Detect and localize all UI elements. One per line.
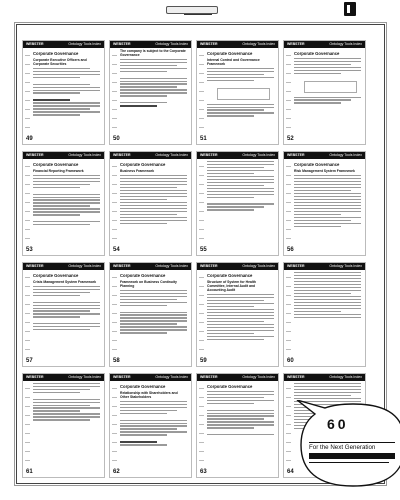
page-title: Corporate Governance: [120, 162, 166, 167]
page-section-heading: Relationship with Shareholders and Other Stakeholders: [120, 391, 178, 399]
margin-ticks: [199, 388, 205, 469]
margin-ticks: [199, 166, 205, 247]
page-number: 55: [200, 247, 207, 253]
page-header-bar: [23, 374, 104, 381]
page-title: Corporate Governance: [33, 162, 79, 167]
page-header-brand: WEBSTER: [200, 153, 218, 157]
page-header-right: Ontology Tools Index: [68, 153, 101, 157]
page-number: 59: [200, 358, 207, 364]
page-title: Corporate Governance: [207, 51, 253, 56]
page-section-heading: Financial Reporting Framework: [33, 169, 84, 173]
page-header-right: Ontology Tools Index: [242, 375, 275, 379]
body-text-lines: [33, 68, 100, 116]
page-header-bar: [110, 263, 191, 270]
margin-ticks: [199, 55, 205, 136]
body-text-lines: [294, 58, 361, 104]
page-header-brand: WEBSTER: [287, 375, 305, 379]
page-header-bar: [197, 152, 278, 159]
page-header-bar: [284, 152, 365, 159]
page-thumbnail[interactable]: [22, 262, 105, 367]
body-text-lines: [294, 175, 361, 227]
margin-ticks: [112, 388, 118, 469]
page-number: 61: [26, 469, 33, 475]
page-section-heading: Crisis Management System Framework: [33, 280, 97, 284]
page-thumbnail[interactable]: [109, 151, 192, 256]
body-text-lines: [207, 294, 274, 340]
page-header-brand: WEBSTER: [200, 42, 218, 46]
margin-ticks: [112, 55, 118, 136]
page-header-bar: [284, 374, 365, 381]
page-thumbnail[interactable]: [196, 151, 279, 256]
page-title: Corporate Governance: [33, 51, 79, 56]
callout-page-number: 60: [327, 416, 349, 432]
page-header-bar: [284, 41, 365, 48]
page-number: 58: [113, 358, 120, 364]
page-section-heading: Framework on Business Continuity Planning: [120, 280, 177, 288]
body-text-lines: [207, 391, 274, 435]
margin-ticks: [286, 277, 292, 358]
page-header-bar: [197, 41, 278, 48]
page-header-right: Ontology Tools Index: [155, 375, 188, 379]
margin-ticks: [25, 277, 31, 358]
page-header-brand: WEBSTER: [26, 264, 44, 268]
page-header-bar: [110, 374, 191, 381]
page-header-right: Ontology Tools Index: [329, 375, 362, 379]
page-thumbnail[interactable]: [196, 40, 279, 145]
page-header-brand: WEBSTER: [200, 375, 218, 379]
page-number: 60: [287, 358, 294, 364]
page-number: 54: [113, 247, 120, 253]
page-header-right: Ontology Tools Index: [242, 153, 275, 157]
page-header-bar: [23, 152, 104, 159]
page-header-brand: WEBSTER: [26, 375, 44, 379]
page-thumbnail[interactable]: [109, 40, 192, 145]
page-section-heading: Business Framework: [120, 169, 155, 173]
page-thumbnail[interactable]: [196, 262, 279, 367]
binder-clip: [166, 6, 218, 14]
page-thumbnail[interactable]: [283, 40, 366, 145]
page-title: Corporate Governance: [120, 273, 166, 278]
page-number: 63: [200, 469, 207, 475]
body-text-lines: [294, 272, 361, 318]
page-number: 51: [200, 136, 207, 142]
page-title: Corporate Governance: [294, 162, 340, 167]
callout-black-bar: [309, 453, 395, 459]
margin-ticks: [199, 277, 205, 358]
page-title: Corporate Governance: [120, 384, 166, 389]
page-thumbnail[interactable]: [283, 151, 366, 256]
callout-rule: [309, 442, 395, 443]
page-thumbnail[interactable]: [283, 262, 366, 367]
page-header-right: Ontology Tools Index: [329, 264, 362, 268]
page-title: Corporate Governance: [207, 384, 253, 389]
page-section-heading: Internal Control and Governance Framework: [207, 58, 260, 66]
page-header-bar: [23, 263, 104, 270]
page-header-brand: WEBSTER: [26, 42, 44, 46]
page-thumbnail[interactable]: [22, 151, 105, 256]
page-header-right: Ontology Tools Index: [68, 42, 101, 46]
margin-ticks: [112, 166, 118, 247]
page-section-heading: Risk Management System Framework: [294, 169, 355, 173]
body-text-lines: [207, 68, 274, 117]
page-header-right: Ontology Tools Index: [68, 375, 101, 379]
page-title: Corporate Governance: [207, 273, 253, 278]
page-header-right: Ontology Tools Index: [155, 42, 188, 46]
body-text-lines: [33, 175, 100, 225]
figure-box: [217, 88, 270, 100]
body-text-lines: [120, 59, 187, 107]
page-header-brand: WEBSTER: [287, 264, 305, 268]
margin-ticks: [25, 55, 31, 136]
page-title: Corporate Governance: [294, 51, 340, 56]
page-title: Corporate Governance: [33, 273, 79, 278]
body-text-lines: [120, 290, 187, 334]
binder-line: [184, 14, 212, 15]
page-header-bar: [110, 41, 191, 48]
page-number: 53: [26, 247, 33, 253]
page-header-right: Ontology Tools Index: [68, 264, 101, 268]
page-section-heading: Corporate Executive Officers and Corporate Securities: [33, 58, 87, 66]
page-header-bar: [110, 152, 191, 159]
page-header-brand: WEBSTER: [26, 153, 44, 157]
page-thumbnail[interactable]: [22, 373, 105, 478]
page-thumbnail[interactable]: [22, 40, 105, 145]
page-number: 52: [287, 136, 294, 142]
page-header-brand: WEBSTER: [113, 375, 131, 379]
page-number: 49: [26, 136, 33, 142]
page-thumbnail[interactable]: [109, 373, 192, 478]
figure-box: [304, 81, 357, 93]
page-header-right: Ontology Tools Index: [242, 264, 275, 268]
page-header-brand: WEBSTER: [113, 153, 131, 157]
page-header-right: Ontology Tools Index: [242, 42, 275, 46]
page-header-brand: WEBSTER: [113, 264, 131, 268]
page-header-right: Ontology Tools Index: [329, 153, 362, 157]
callout-caption: For the Next Generation: [309, 444, 376, 451]
bookmark-icon: [344, 2, 356, 16]
body-text-lines: [33, 286, 100, 330]
page-header-brand: WEBSTER: [200, 264, 218, 268]
body-text-lines: [33, 383, 100, 421]
page-header-bar: [197, 263, 278, 270]
page-header-right: Ontology Tools Index: [329, 42, 362, 46]
page-section-heading: Structure of System for Health Committee, Internal Audit and Accounting Audit: [207, 280, 256, 292]
magnifier-callout: [295, 400, 400, 490]
body-text-lines: [207, 161, 274, 211]
margin-ticks: [286, 55, 292, 136]
page-thumbnail[interactable]: [109, 262, 192, 367]
page-header-right: Ontology Tools Index: [155, 264, 188, 268]
margin-ticks: [286, 388, 292, 469]
page-header-bar: [284, 263, 365, 270]
page-number: 62: [113, 469, 120, 475]
page-header-right: Ontology Tools Index: [155, 153, 188, 157]
body-text-lines: [120, 401, 187, 446]
margin-ticks: [25, 388, 31, 469]
page-header-bar: [23, 41, 104, 48]
page-header-brand: WEBSTER: [287, 153, 305, 157]
margin-ticks: [25, 166, 31, 247]
page-header-brand: WEBSTER: [113, 42, 131, 46]
page-thumbnail[interactable]: [196, 373, 279, 478]
page-section-heading: The company is subject to the Corporate Governance: [120, 49, 186, 57]
page-number: 64: [287, 469, 294, 475]
body-text-lines: [120, 175, 187, 224]
page-header-bar: [197, 374, 278, 381]
page-header-brand: WEBSTER: [287, 42, 305, 46]
page-number: 50: [113, 136, 120, 142]
page-number: 57: [26, 358, 33, 364]
margin-ticks: [112, 277, 118, 358]
margin-ticks: [286, 166, 292, 247]
page-number: 56: [287, 247, 294, 253]
callout-rule-bottom: [309, 462, 389, 463]
